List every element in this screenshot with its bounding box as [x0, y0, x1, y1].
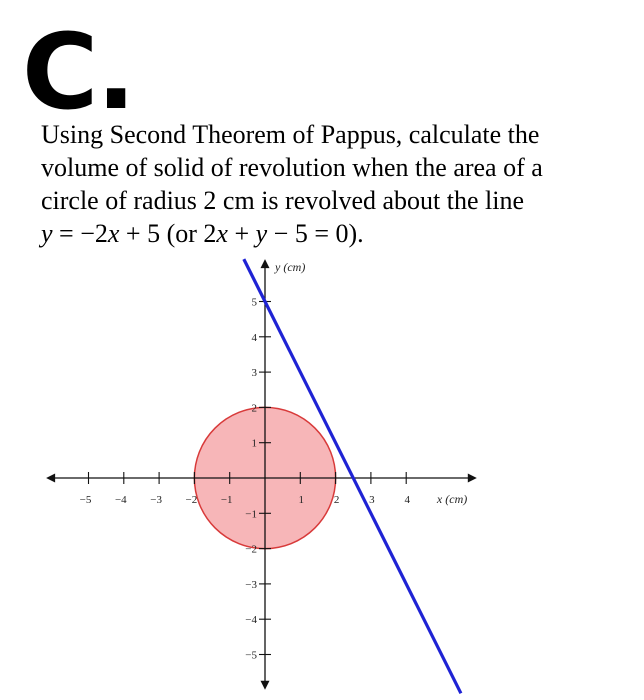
- problem-line-1: Using Second Theorem of Pappus, calculate the: [41, 120, 540, 149]
- x-tick-label: −5: [79, 494, 92, 506]
- eq-x: x: [107, 219, 120, 248]
- x-axis-label: x (cm): [436, 492, 468, 506]
- eq-part-1: = −2: [52, 219, 108, 248]
- y-tick-label: −5: [245, 649, 257, 662]
- eq-x-2: x: [216, 219, 228, 248]
- x-tick-label: 3: [369, 494, 375, 506]
- eq-part-3: +: [227, 219, 256, 248]
- x-axis-arrow-left: [46, 474, 55, 483]
- y-tick-label: −4: [245, 614, 257, 627]
- x-tick-label: −3: [150, 494, 162, 506]
- x-tick-label: 1: [298, 494, 305, 506]
- x-tick-label: 4: [404, 494, 410, 506]
- eq-part-4: − 5 = 0).: [267, 219, 364, 248]
- y-tick-label: −1: [245, 508, 257, 521]
- x-tick-label: −2: [185, 494, 198, 506]
- y-tick-label: 3: [251, 367, 257, 380]
- eq-y: y: [41, 219, 53, 248]
- problem-line-2: volume of solid of revolution when the area of a: [41, 153, 543, 182]
- y-tick-label: 2: [251, 402, 257, 415]
- y-tick-label: 5: [251, 296, 257, 309]
- y-tick-label: −2: [245, 543, 257, 556]
- eq-y-2: y: [255, 219, 268, 248]
- y-tick-label: 1: [251, 437, 257, 450]
- y-tick-label: 4: [251, 331, 257, 344]
- x-tick-label: −4: [114, 494, 127, 506]
- problem-line-3: circle of radius 2 cm is revolved about the line: [41, 186, 525, 215]
- eq-part-2: + 5 (or 2: [119, 219, 217, 248]
- y-tick-label: −3: [245, 578, 257, 591]
- x-tick-label: −1: [220, 494, 233, 506]
- y-axis-label: y (cm): [275, 260, 306, 275]
- y-axis-arrow-bottom: [261, 681, 270, 690]
- y-axis-arrow-top: [261, 259, 270, 268]
- problem-label: C.: [22, 11, 134, 133]
- x-tick-label: 2: [333, 494, 340, 506]
- x-axis-arrow-right: [468, 474, 477, 483]
